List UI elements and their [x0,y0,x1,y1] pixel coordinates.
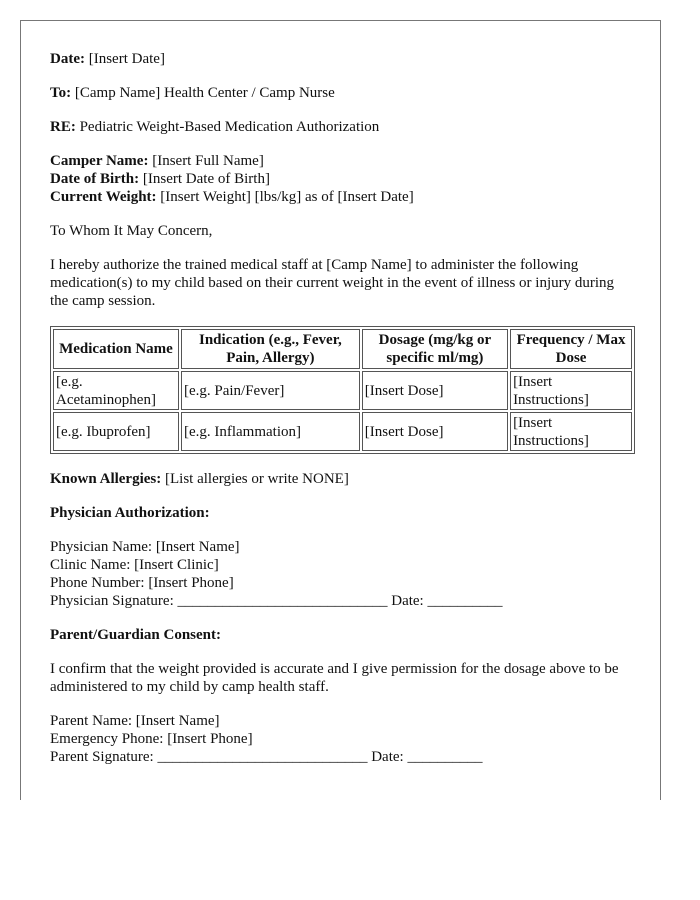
physician-name: Physician Name: [Insert Name] [50,539,240,555]
to-label: To: [50,85,72,101]
camper-name-value: [Insert Full Name] [152,153,264,169]
to-line [50,84,634,102]
column-header: Dosage (mg/kg or specific ml/mg) [362,329,508,369]
re-line [50,118,634,136]
salutation: To Whom It May Concern, [50,223,213,239]
parent-details [50,712,634,766]
table-header-row [53,329,632,369]
physician-clinic: Clinic Name: [Insert Clinic] [50,557,219,573]
column-header: Frequency / Max Dose [510,329,632,369]
table-cell: [e.g. Ibuprofen] [53,412,179,451]
physician-signature-line: Physician Signature: ____________________________ Date: __________ [50,593,503,609]
re-label: RE: [50,119,76,135]
physician-heading [50,504,634,522]
date-line [50,50,634,68]
table-cell: [e.g. Inflammation] [181,412,360,451]
date-label: Date: [50,51,85,67]
camper-dob-value: [Insert Date of Birth] [142,171,270,187]
camper-name-line [50,152,634,170]
camper-weight-value: [Insert Weight] [lbs/kg] as of [Insert Date] [160,189,414,205]
parent-name: Parent Name: [Insert Name] [50,713,220,729]
camper-weight-line [50,188,634,206]
date-value: [Insert Date] [88,51,165,67]
camper-info [50,152,634,206]
letter-content [50,50,634,782]
physician-phone: Phone Number: [Insert Phone] [50,575,234,591]
physician-heading-text: Physician Authorization: [50,505,210,521]
table-cell: [e.g. Pain/Fever] [181,371,360,410]
medication-table [50,326,635,454]
column-header: Indication (e.g., Fever, Pain, Allergy) [181,329,360,369]
table-cell: [Insert Dose] [362,412,508,451]
parent-heading-text: Parent/Guardian Consent: [50,627,221,643]
table-row [53,412,632,451]
parent-phone: Emergency Phone: [Insert Phone] [50,731,253,747]
allergies-value: [List allergies or write NONE] [165,471,349,487]
table-cell: [Insert Instructions] [510,412,632,451]
letter-page [20,20,661,800]
table-cell: [e.g. Acetaminophen] [53,371,179,410]
table-cell: [Insert Instructions] [510,371,632,410]
camper-dob-label: Date of Birth: [50,171,140,187]
parent-signature-line: Parent Signature: ____________________________ Date: __________ [50,749,483,765]
camper-dob-line [50,170,634,188]
authorization-paragraph: I hereby authorize the trained medical staff at [Camp Name] to administer the following medication(s) to my child based on their current weight in the event of illness or injury during the camp session. [50,257,615,309]
physician-details [50,538,634,610]
to-value: [Camp Name] Health Center / Camp Nurse [74,85,335,101]
column-header: Medication Name [53,329,179,369]
camper-name-label: Camper Name: [50,153,149,169]
camper-weight-label: Current Weight: [50,189,157,205]
re-value: Pediatric Weight-Based Medication Authorization [79,119,380,135]
table-cell: [Insert Dose] [362,371,508,410]
parent-consent-paragraph: I confirm that the weight provided is accurate and I give permission for the dosage above to be administered to my child by camp health staff. [50,661,619,695]
table-row [53,371,632,410]
allergies-line [50,470,634,488]
allergies-label: Known Allergies: [50,471,162,487]
parent-heading [50,626,634,644]
